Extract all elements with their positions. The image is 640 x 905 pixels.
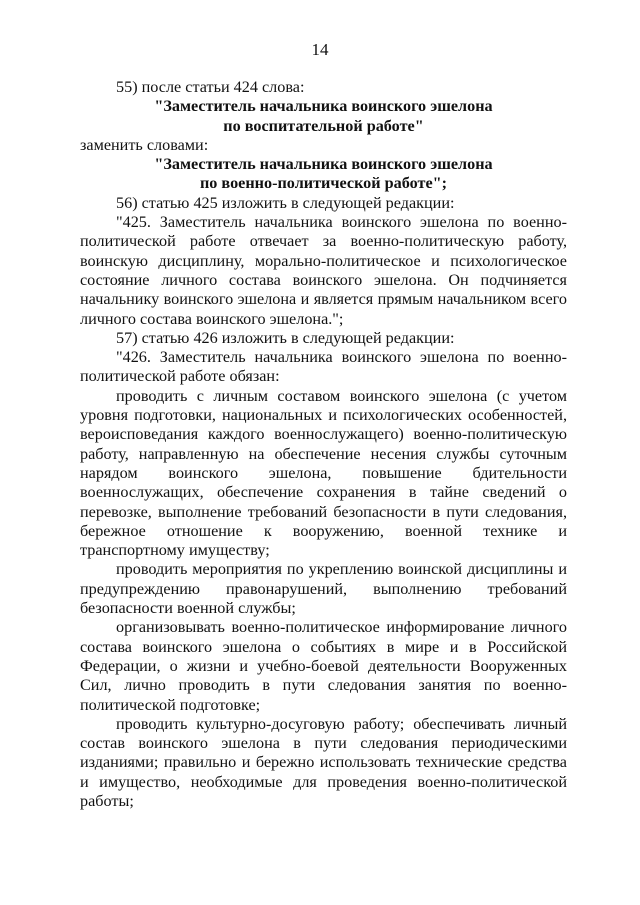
article-425-text: "425. Заместитель начальника воинского эшелона по военно-политической работе отвечает за военно-политическую работу, воинскую дисциплину, морально-политическое и психологическое состояние личного состава воинского эшелона. Он подчиняется начальнику воинского эшелона и является прямым начальником всего личного состава воинского эшелона."; [80, 213, 567, 328]
article-426-intro: "426. Заместитель начальника воинского эшелона по военно-политической работе обязан: [80, 348, 567, 386]
duty-paragraph-4: проводить культурно-досуговую работу; обеспечивать личный состав воинского эшелона в пути следования периодическими изданиями; правильно и бережно использовать технические средства и имущество, необходимые для проведения военно-политической работы; [80, 714, 567, 810]
duty-paragraph-1: проводить с личным составом воинского эшелона (с учетом уровня подготовки, национальных и психологических особенностей, вероисповедания каждого военнослужащего) военно-политическую работу, направленную на обеспечение несения службы суточным нарядом воинского эшелона, повышение бдительности военнослужащих, обеспечение сохранения в тайне сведений о перевозке, выполнение требований безопасности в пути следования, бережное отношение к вооружению, военной технике и транспортному имуществу; [80, 386, 567, 560]
duty-paragraph-2: проводить мероприятия по укреплению воинской дисциплины и предупреждению правонарушений, выполнению требований безопасности военной службы; [80, 560, 567, 618]
duty-paragraph-3: организовывать военно-политическое информирование личного состава воинского эшелона о событиях в мире и в Российской Федерации, о жизни и учебно-боевой деятельности Вооруженных Сил, лично проводить в пути следования занятия по военно-политической подготовке; [80, 618, 567, 714]
quoted-new-title-line-1: "Заместитель начальника воинского эшелона [154, 155, 493, 174]
replace-with-words: заменить словами: [80, 135, 209, 154]
document-body [80, 78, 567, 811]
amendment-item-55: 55) после статьи 424 слова: [116, 78, 305, 96]
quoted-new-title-line-2: по военно-политической работе"; [199, 174, 448, 193]
amendment-item-57: 57) статью 426 изложить в следующей редакции: [116, 328, 455, 347]
page-number: 14 [311, 40, 329, 59]
quoted-old-title-line-1: "Заместитель начальника воинского эшелона [154, 97, 493, 116]
amendment-item-56: 56) статью 425 изложить в следующей редакции: [116, 193, 455, 212]
quoted-old-title-line-2: по воспитательной работе" [223, 116, 424, 135]
